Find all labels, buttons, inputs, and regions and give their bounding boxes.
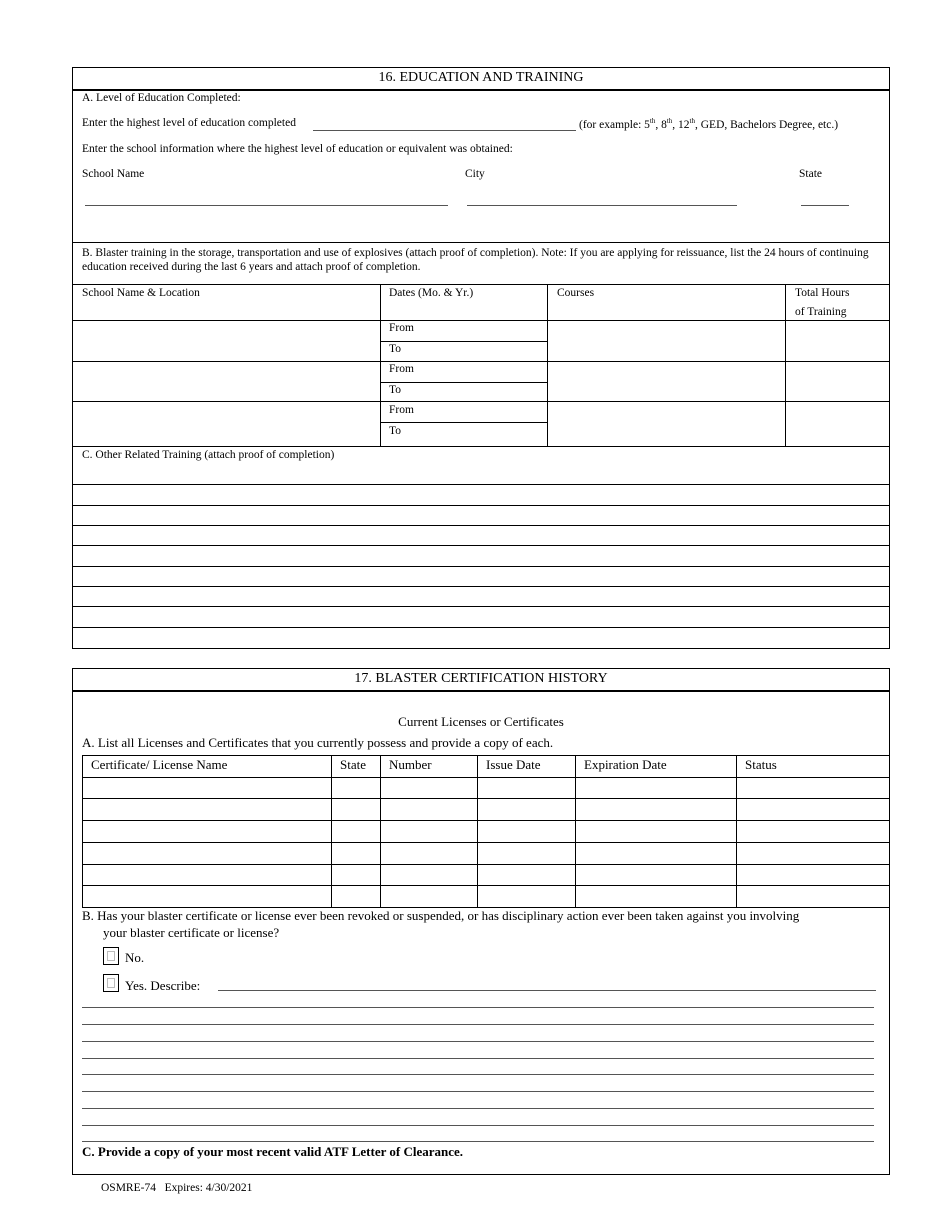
lt-row-1 xyxy=(82,777,890,778)
sup-th-1: th xyxy=(649,117,656,125)
describe-underline-2 xyxy=(82,1024,874,1025)
describe-input[interactable] xyxy=(218,974,876,990)
c-line-7 xyxy=(72,606,890,607)
row-2-from: From xyxy=(389,363,414,375)
no-label: No. xyxy=(125,950,145,965)
c-line-5 xyxy=(72,566,890,567)
school-name-label: School Name xyxy=(82,168,145,180)
example-suffix: , GED, Bachelors Degree, etc.) xyxy=(695,118,839,131)
form-id: OSMRE-74 xyxy=(101,1182,156,1194)
row-1-to: To xyxy=(389,343,401,355)
section-16-title-divider xyxy=(72,89,890,91)
b-row-2-top xyxy=(72,361,890,362)
c-line-3 xyxy=(72,525,890,526)
example-prefix: (for example: 5 xyxy=(579,118,650,131)
section-17-part-b-line2: your blaster certificate or license? xyxy=(103,925,280,940)
c-line-4 xyxy=(72,545,890,546)
highest-education-input[interactable] xyxy=(313,114,576,130)
state-underline xyxy=(801,205,849,206)
describe-underline-7 xyxy=(82,1108,874,1109)
b-row-2-mid xyxy=(380,382,547,383)
sup-th-2: th xyxy=(666,117,673,125)
city-label: City xyxy=(465,168,485,180)
col-school-location: School Name & Location xyxy=(82,287,200,299)
b-vline-3 xyxy=(785,284,786,446)
school-info-instructions: Enter the school information where the highest level of education or equivalent was obtained: xyxy=(82,143,513,155)
b-row-3-top xyxy=(72,401,890,402)
b-row-1-mid xyxy=(380,341,547,342)
example-sep-1: , 8 xyxy=(655,118,667,131)
lt-col-number: Number xyxy=(389,757,432,772)
row-2-to: To xyxy=(389,384,401,396)
lt-row-2 xyxy=(82,798,890,799)
lt-col-status: Status xyxy=(745,757,777,772)
city-input[interactable] xyxy=(467,188,737,204)
col-hours-2: of Training xyxy=(795,306,847,318)
example-sep-2: , 12 xyxy=(672,118,690,131)
describe-underline-4 xyxy=(82,1058,874,1059)
yes-describe-label: Yes. Describe: xyxy=(125,978,201,993)
no-checkbox[interactable] xyxy=(103,947,119,965)
col-hours-1: Total Hours xyxy=(795,287,850,299)
part-c-label: C. Other Related Training (attach proof of completion) xyxy=(82,449,335,461)
section-17-part-b-line1: B. Has your blaster certificate or license ever been revoked or suspended, or has disciplinary action ever been taken against you involving xyxy=(82,908,800,923)
part-a-label: A. Level of Education Completed: xyxy=(82,92,241,104)
row-3-from: From xyxy=(389,404,414,416)
describe-underline-1 xyxy=(82,1007,874,1008)
section-17-title-divider xyxy=(72,690,890,692)
lt-col-state: State xyxy=(340,757,366,772)
lt-row-5 xyxy=(82,864,890,865)
section-17-part-c-label: C. Provide a copy of your most recent valid ATF Letter of Clearance. xyxy=(82,1144,464,1159)
city-underline xyxy=(467,205,737,206)
describe-underline-3 xyxy=(82,1041,874,1042)
b-vline-2 xyxy=(547,284,548,446)
row-3-to: To xyxy=(389,425,401,437)
col-dates: Dates (Mo. & Yr.) xyxy=(389,287,474,299)
highest-education-underline xyxy=(313,130,576,131)
describe-underline-6 xyxy=(82,1091,874,1092)
describe-underline-5 xyxy=(82,1074,874,1075)
lt-row-6 xyxy=(82,885,890,886)
part-b-header-top xyxy=(72,284,890,285)
describe-underline-0 xyxy=(218,990,876,991)
c-line-1 xyxy=(72,484,890,485)
lt-col-issue: Issue Date xyxy=(486,757,541,772)
education-example xyxy=(579,117,838,131)
yes-checkbox[interactable] xyxy=(103,974,119,992)
part-a-bottom-divider xyxy=(72,242,890,243)
state-input[interactable] xyxy=(801,188,849,204)
c-line-8 xyxy=(72,627,890,628)
highest-education-label: Enter the highest level of education completed xyxy=(82,117,296,129)
section-17-part-a-label: A. List all Licenses and Certificates that you currently possess and provide a copy of each. xyxy=(82,735,554,750)
row-1-from: From xyxy=(389,322,414,334)
describe-underline-9 xyxy=(82,1141,874,1142)
b-row-1-top xyxy=(72,320,890,321)
b-table-bottom xyxy=(72,446,890,447)
part-b-label: B. Blaster training in the storage, transportation and use of explosives (attach proof of completion). Note: If you are applying for reissuance, list the 24 hours of continuing education received during the last 6 years and attach proof of completion. xyxy=(82,247,869,273)
lt-col-expiration: Expiration Date xyxy=(584,757,667,772)
lt-row-3 xyxy=(82,820,890,821)
school-name-input[interactable] xyxy=(85,188,448,204)
state-label: State xyxy=(799,168,822,180)
section-17-title: 17. BLASTER CERTIFICATION HISTORY xyxy=(354,671,608,686)
school-name-underline xyxy=(85,205,448,206)
lt-col-name: Certificate/ License Name xyxy=(91,757,228,772)
sup-th-3: th xyxy=(689,117,695,125)
c-line-6 xyxy=(72,586,890,587)
footer xyxy=(101,1182,252,1194)
col-courses: Courses xyxy=(557,287,595,299)
expires: Expires: 4/30/2021 xyxy=(164,1182,253,1194)
lt-row-4 xyxy=(82,842,890,843)
describe-underline-8 xyxy=(82,1125,874,1126)
current-licenses-heading: Current Licenses or Certificates xyxy=(398,714,564,729)
section-16-title: 16. EDUCATION AND TRAINING xyxy=(378,70,584,85)
b-row-3-mid xyxy=(380,422,547,423)
c-line-2 xyxy=(72,505,890,506)
highest-education-row xyxy=(82,117,296,129)
